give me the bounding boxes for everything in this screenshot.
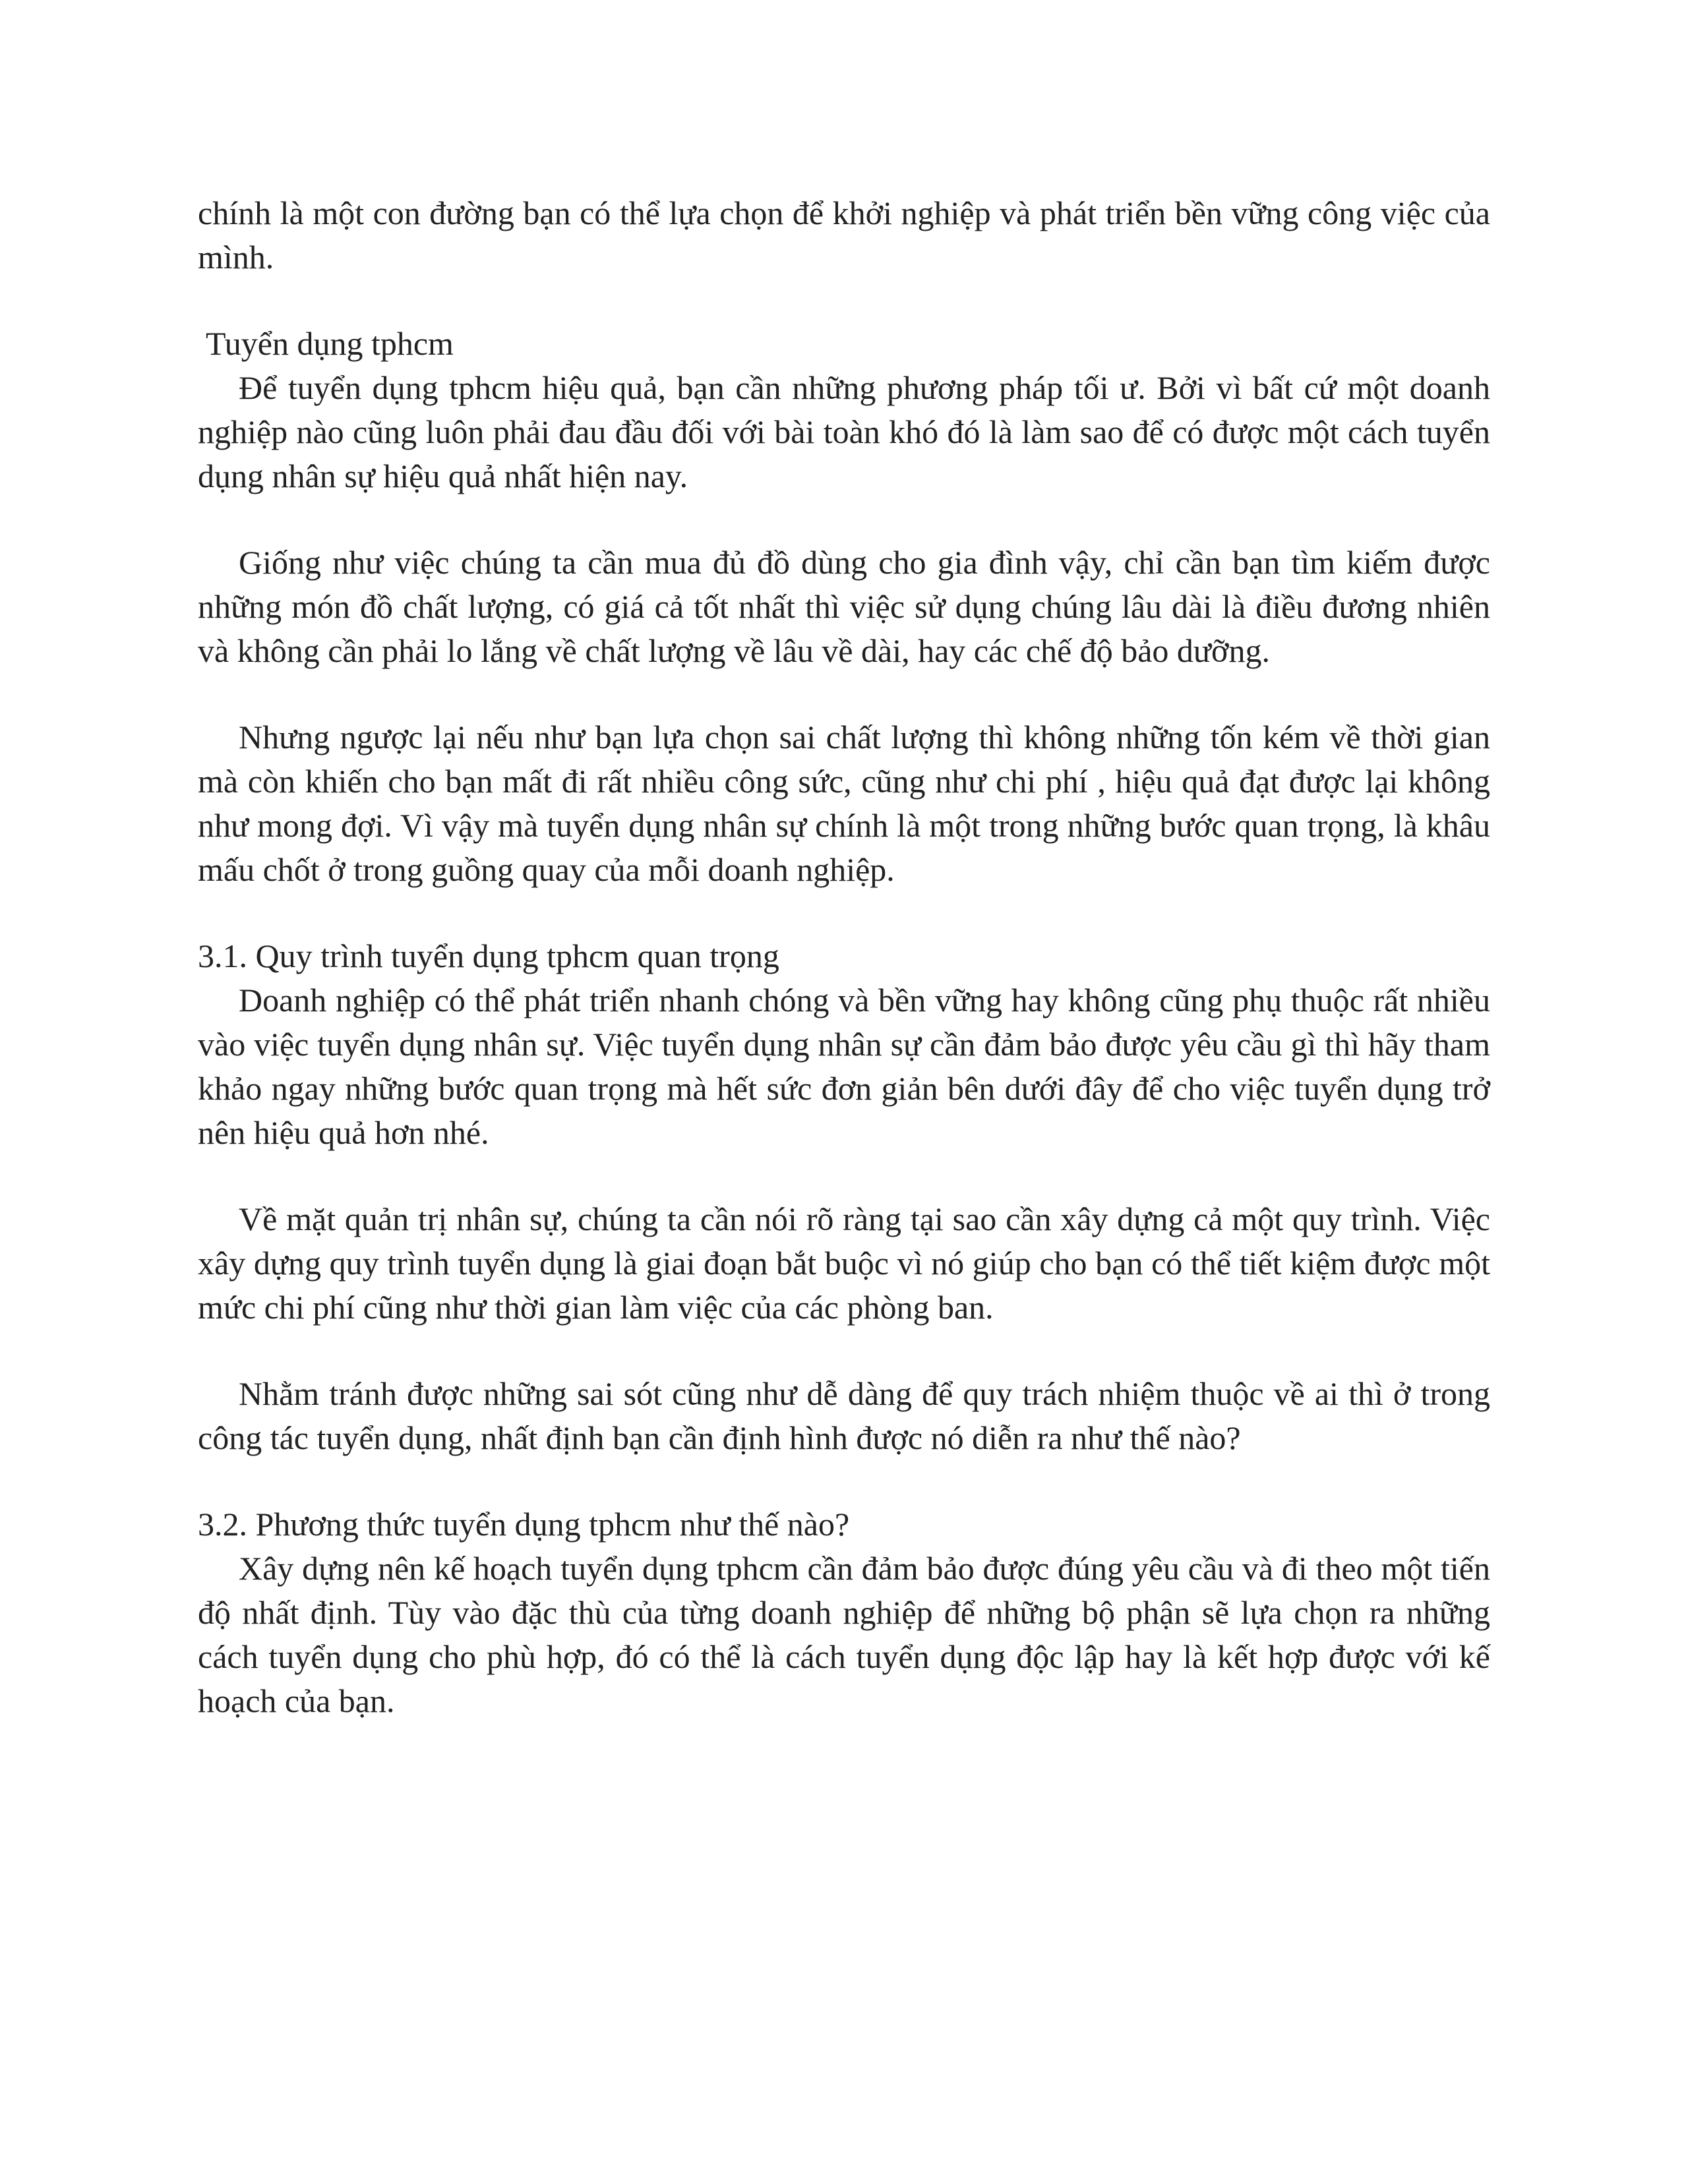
section-heading-3-1: 3.1. Quy trình tuyển dụng tphcm quan trọng (198, 937, 779, 974)
paragraph-6: Nhằm tránh được những sai sót cũng như dễ dàng để quy trách nhiệm thuộc về ai thì ở trong công tác tuyển dụng, nhất định bạn cần định hình được nó diễn ra như thế nào? (198, 1375, 1490, 1456)
section-heading-tuyen-dung: Tuyển dụng tphcm (206, 325, 454, 362)
paragraph-4: Doanh nghiệp có thể phát triển nhanh chóng và bền vững hay không cũng phụ thuộc rất nhiều vào việc tuyển dụng nhân sự. Việc tuyển dụng nhân sự cần đảm bảo được yêu cầu gì thì hãy tham khảo ngay những bước quan trọng mà hết sức đơn giản bên dưới đây để cho việc tuyển dụng trở nên hiệu quả hơn nhé. (198, 982, 1490, 1151)
paragraph-2: Giống như việc chúng ta cần mua đủ đồ dùng cho gia đình vậy, chỉ cần bạn tìm kiếm được những món đồ chất lượng, có giá cả tốt nhất thì việc sử dụng chúng lâu dài là điều đương nhiên và không cần phải lo lắng về chất lượng về lâu về dài, hay các chế độ bảo dưỡng. (198, 544, 1490, 669)
document-page (198, 191, 1490, 1765)
paragraph-7: Xây dựng nên kế hoạch tuyển dụng tphcm cần đảm bảo được đúng yêu cầu và đi theo một tiến độ nhất định. Tùy vào đặc thù của từng doanh nghiệp để những bộ phận sẽ lựa chọn ra những cách tuyển dụng cho phù hợp, đó có thể là cách tuyển dụng độc lập hay là kết hợp được với kế hoạch của bạn. (198, 1550, 1490, 1719)
section-heading-3-2: 3.2. Phương thức tuyển dụng tphcm như thế nào? (198, 1506, 850, 1543)
paragraph-1: Để tuyển dụng tphcm hiệu quả, bạn cần những phương pháp tối ư. Bởi vì bất cứ một doanh nghiệp nào cũng luôn phải đau đầu đối với bài toàn khó đó là làm sao để có được một cách tuyển dụng nhân sự hiệu quả nhất hiện nay. (198, 369, 1490, 494)
paragraph-5: Về mặt quản trị nhân sự, chúng ta cần nói rõ ràng tại sao cần xây dựng cả một quy trình. Việc xây dựng quy trình tuyển dụng là giai đoạn bắt buộc vì nó giúp cho bạn có thể tiết kiệm được một mức chi phí cũng như thời gian làm việc của các phòng ban. (198, 1200, 1490, 1326)
paragraph-3: Nhưng ngược lại nếu như bạn lựa chọn sai chất lượng thì không những tốn kém về thời gian mà còn khiến cho bạn mất đi rất nhiều công sức, cũng như chi phí , hiệu quả đạt được lại không như mong đợi. Vì vậy mà tuyển dụng nhân sự chính là một trong những bước quan trọng, là khâu mấu chốt ở trong guồng quay của mỗi doanh nghiệp. (198, 719, 1490, 888)
paragraph-intro: chính là một con đường bạn có thể lựa chọn để khởi nghiệp và phát triển bền vững công việc của mình. (198, 194, 1490, 276)
